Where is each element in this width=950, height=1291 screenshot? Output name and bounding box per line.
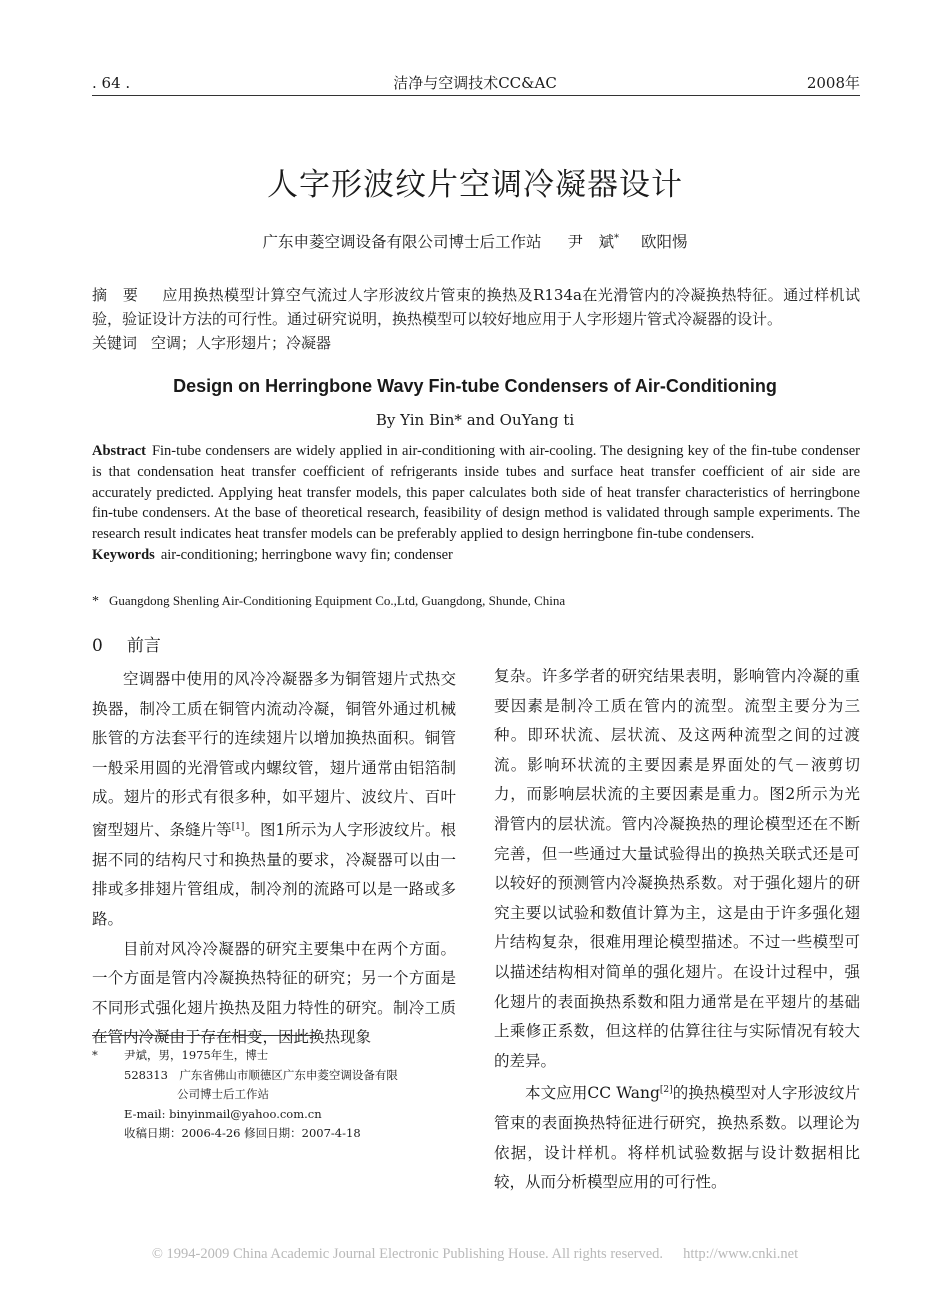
footnote-mark: * [92,1048,98,1062]
abstract-label: 摘 要 [92,286,139,304]
english-title: Design on Herringbone Wavy Fin-tube Condensers of Air-Conditioning [173,376,777,396]
author-line [0,228,950,253]
journal-name: 洁净与空调技术CC&AC [393,74,557,92]
footnote-line: 528313 广东省佛山市顺德区广东申菱空调设备有限 [124,1067,398,1082]
footnote-line [92,1046,456,1066]
english-keywords-label: Keywords [92,546,155,563]
paper-title: 人字形波纹片空调冷凝器设计 [267,167,683,203]
section-title: 前言 [126,636,161,656]
chinese-keywords [92,331,860,355]
keywords-text: 空调；人字形翅片；冷凝器 [151,334,332,352]
body-right-column [494,662,860,1198]
copyright-line [0,1244,950,1264]
english-authors: By Yin Bin* and OuYang ti [375,411,575,429]
english-keywords [92,545,860,566]
affiliation: 广东申菱空调设备有限公司博士后工作站 [262,233,542,252]
english-keywords-text: air-conditioning; herringbone wavy fin; condenser [160,546,453,563]
citation-ref: [1] [231,821,245,832]
english-abstract-text: Fin-tube condensers are widely applied in air-conditioning with air-cooling. The designing key of the fin-tube condenser is that condensation heat transfer coefficient of refrigerants inside tubes and surface heat transfer coefficient of air side are accurately predicted. Applying heat transfer models, this paper calculates both side of heat transfer characteristics of herringbone fin-tube condensers. At the base of theoretical research, feasibility of design method is validated through sample experiments. The research result indicates heat transfer models can be preferably applied to design herringbone fin-tube condensers. [92,443,860,543]
author-1: 尹 斌 [567,233,614,252]
issue-year: 2008年 [806,74,860,92]
paragraph [92,665,456,935]
header-rule [92,95,860,96]
paragraph-text: 本文应用CC Wang [525,1084,660,1103]
author-1-mark: * [614,233,619,244]
english-abstract-label: Abstract [92,443,146,459]
copyright-text: © 1994-2009 China Academic Journal Electronic Publishing House. All rights reserved. [151,1246,664,1262]
paragraph-text: 空调器中使用的风冷冷凝器多为铜管翅片式热交换器，制冷工质在铜管内流动冷凝，铜管外通过机械胀管的方法套平行的连续翅片以增加换热面积。铜管一般采用圆的光滑管或内螺纹管，翅片通常由铝箔制成。翅片的形式有很多种，如平翅片、波纹片、百叶窗型翅片、条缝片等 [92,670,456,840]
affiliation-text: Guangdong Shenling Air-Conditioning Equipment Co.,Ltd, Guangdong, Shunde, China [109,593,566,608]
footnote-line: 公司博士后工作站 [177,1087,269,1101]
author-footnote [92,1046,456,1144]
section-number: 0 [92,636,103,656]
affiliation-mark: * [92,594,99,609]
author-2: 欧阳惕 [641,233,688,252]
paragraph [494,1076,860,1198]
chinese-abstract [92,283,860,331]
english-abstract-block [92,441,860,566]
paragraph: 目前对风冷冷凝器的研究主要集中在两个方面。一个方面是管内冷凝换热特征的研究；另一个方面是不同形式强化翅片换热及阻力特性的研究。制冷工质在管内冷凝由于存在相变，因此换热现象 [92,939,456,1047]
keywords-label: 关键词 [92,334,138,352]
copyright-url: http://www.cnki.net [683,1246,799,1262]
body-left-column [92,665,456,1053]
english-affiliation [92,591,860,612]
footnote-dates: 收稿日期：2006-4-26 修回日期：2007-4-18 [124,1126,361,1140]
english-abstract [92,441,860,545]
chinese-abstract-block [92,283,860,355]
section-heading [92,634,161,658]
paragraph-text: 。图1所示为人字形波纹片。根据不同的结构尺寸和换热量的要求，冷凝器可以由一排或多排翅片管组成，制冷剂的流路可以是一路或多路。 [92,821,456,928]
citation-ref: [2] [659,1085,673,1096]
footnote-rule [92,1035,318,1036]
page-number: . 64 . [92,74,131,92]
paragraph: 复杂。许多学者的研究结果表明，影响管内冷凝的重要因素是制冷工质在管内的流型。流型主要分为三种。即环状流、层状流、及这两种流型之间的过渡流。影响环状流的主要因素是界面处的气－液剪切力，而影响层状流的主要因素是重力。图2所示为光滑管内的层状流。管内冷凝换热的理论模型还在不断完善，但一些通过大量试验得出的换热关联式还是可以较好的预测管内冷凝换热系数。对于强化翅片的研究主要以试验和数值计算为主，这是由于许多强化翅片结构复杂，很难用理论模型描述。不过一些模型可以描述结构相对简单的强化翅片。在设计过程中，强化翅片的表面换热系数和阻力通常是在平翅片的基础上乘修正系数，但这样的估算往往与实际情况有较大的差异。 [494,667,860,1070]
footnote-text: 尹斌，男，1975年生，博士 [124,1048,269,1062]
paragraph-text: 的换热模型对人字形波纹片管束的表面换热特征进行研究，换热系数。以理论为依据，设计样机。将样机试验数据与设计数据相比较，从而分析模型应用的可行性。 [494,1084,860,1192]
abstract-text: 应用换热模型计算空气流过人字形波纹片管束的换热及R134a在光滑管内的冷凝换热特征。通过样机试验，验证设计方法的可行性。通过研究说明，换热模型可以较好地应用于人字形翅片管式冷凝器的设计。 [92,286,860,328]
footnote-email: E-mail: binyinmail@yahoo.com.cn [124,1106,322,1121]
